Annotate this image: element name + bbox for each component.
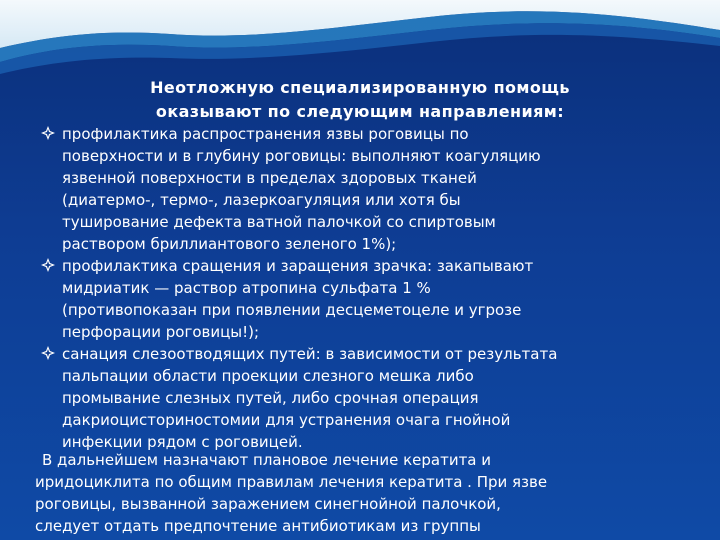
header-wave-decoration bbox=[0, 0, 720, 80]
bullet-item-pupil bbox=[38, 255, 678, 343]
bullet-line: профилактика распространения язвы роговицы по bbox=[62, 125, 469, 143]
title-line-1: Неотложную специализированную помощь bbox=[150, 78, 570, 97]
bullet-line: (диатермо-, термо-, лазеркоагуляция или хотя бы bbox=[62, 191, 461, 209]
bullet-line: санация слезоотводящих путей: в зависимости от результата bbox=[62, 345, 558, 363]
paragraph-line: следует отдать предпочтение антибиотикам из группы bbox=[35, 517, 481, 535]
bullet-list bbox=[38, 123, 678, 453]
bullet-line: перфорации роговицы!); bbox=[62, 323, 260, 341]
title-line-2: оказывают по следующим направлениям: bbox=[155, 102, 565, 121]
bullet-line: мидриатик — раствор атропина сульфата 1 % bbox=[62, 279, 431, 297]
paragraph-line: иридоциклита по общим правилам лечения кератита . При язве bbox=[35, 473, 548, 491]
bullet-line: промывание слезных путей, либо срочная операция bbox=[62, 389, 479, 407]
body-paragraph bbox=[35, 449, 675, 537]
bullet-line: профилактика сращения и заращения зрачка: закапывают bbox=[62, 257, 534, 275]
bullet-line: дакриоцисториностомии для устранения очага гнойной bbox=[62, 411, 511, 429]
bullet-line: пальпации области проекции слезного мешка либо bbox=[62, 367, 474, 385]
bullet-line: язвенной поверхности в пределах здоровых тканей bbox=[62, 169, 477, 187]
diamond-bullet-icon bbox=[41, 346, 55, 360]
bullet-item-cornea-ulcer bbox=[38, 123, 678, 255]
paragraph-line: роговицы, вызванной заражением синегнойной палочкой, bbox=[35, 495, 501, 513]
paragraph-line: В дальнейшем назначают плановое лечение кератита и bbox=[42, 451, 492, 469]
bullet-line: туширование дефекта ватной палочкой со спиртовым bbox=[62, 213, 496, 231]
bullet-line: инфекции рядом с роговицей. bbox=[62, 433, 303, 451]
bullet-line: (противопоказан при появлении десцеметоцеле и угрозе bbox=[62, 301, 522, 319]
diamond-bullet-icon bbox=[41, 126, 55, 140]
bullet-line: поверхности и в глубину роговицы: выполняют коагуляцию bbox=[62, 147, 541, 165]
bullet-line: раствором бриллиантового зеленого 1%); bbox=[62, 235, 397, 253]
diamond-bullet-icon bbox=[41, 258, 55, 272]
bullet-item-lacrimal bbox=[38, 343, 678, 453]
slide-title bbox=[40, 76, 680, 124]
